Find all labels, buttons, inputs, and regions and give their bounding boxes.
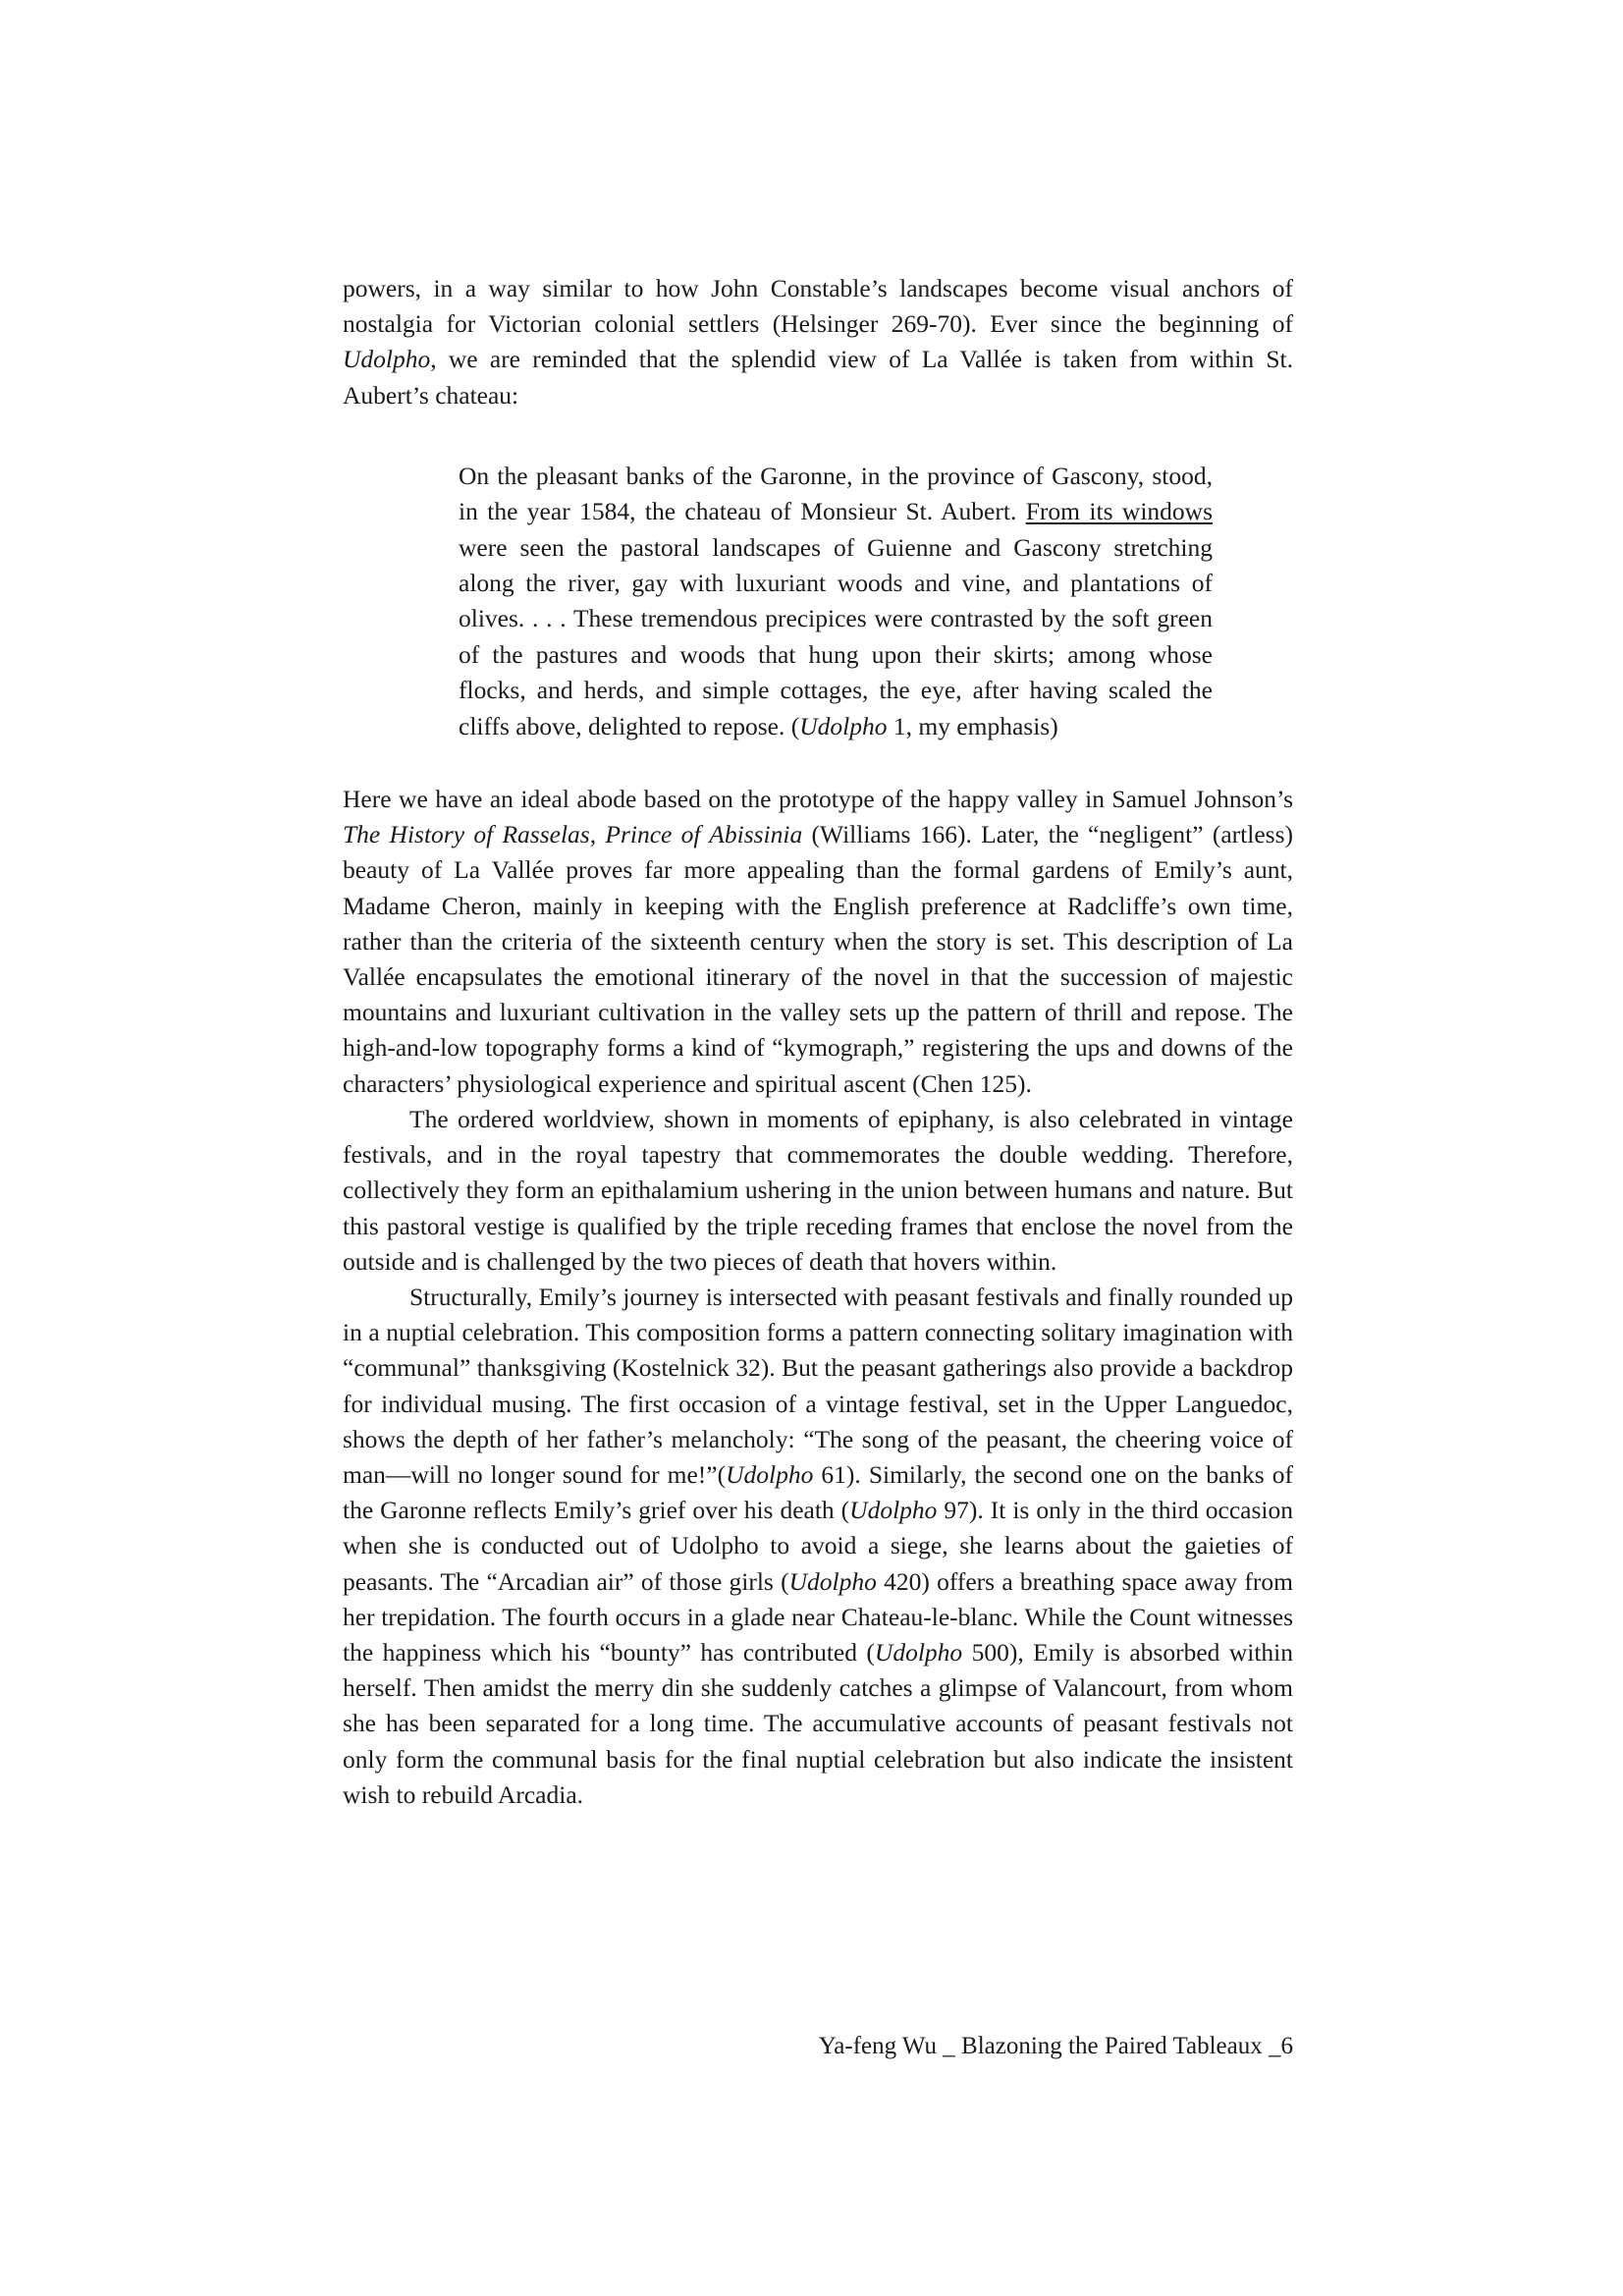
block-quote (459, 459, 1213, 744)
paragraph-2 (343, 1102, 1293, 1280)
paragraph-3-text-5: 500), Emily is absorbed within herself. Then amidst the merry din she suddenly catches a glimpse of Valancourt, from whom she has been separated for a long time. The accumulative accounts of peasant festivals not only form the communal basis for the final nuptial celebration but also indicate the insistent wish to rebuild Arcadia. (343, 1637, 1293, 1809)
quote-text-2: were seen the pastoral landscapes of Guienne and Gascony stretching along the river, gay with luxuriant woods and vine, and plantations of olives. . . . These tremendous precipices were contrasted by the soft green of the pastures and woods that hung upon their skirts; among whose flocks, and herds, and simple cottages, the eye, after having scaled the cliffs above, delighted to repose. ( (459, 532, 1213, 740)
paragraph-3-text-4: 420) offers a breathing space away from her trepidation. The fourth occurs in a glade near Chateau-le-blanc. While the Count witnesses the happiness which his “bounty” has contributed ( (343, 1566, 1293, 1667)
paragraph-3-text-3: 97). It is only in the third occasion when she is conducted out of Udolpho to avoid a siege, she learns about the gaieties of peasants. The “Arcadian air” of those girls ( (343, 1496, 1293, 1596)
rasselas-title: The History of Rasselas, Prince of Abissinia (343, 820, 803, 849)
page-footer: Ya-feng Wu _ Blazoning the Paired Tableaux _6 (818, 2033, 1293, 2059)
paragraph-1-text-2: (Williams 166). Later, the “negligent” (artless) beauty of La Vallée proves far more appealing than the formal gardens of Emily’s aunt, Madame Cheron, mainly in keeping with the English preference at Radcliffe’s own time, rather than the criteria of the sixteenth century when the story is set. This description of La Vallée encapsulates the emotional itinerary of the novel in that the succession of majestic mountains and luxuriant cultivation in the valley sets up the pattern of thrill and repose. The high-and-low topography forms a kind of “kymograph,” registering the ups and downs of the characters’ physiological experience and spiritual ascent (Chen 125). (343, 820, 1293, 1098)
udolpho-title: Udolpho (799, 711, 888, 740)
udolpho-title: Udolpho (343, 345, 431, 374)
paragraph-3 (343, 1280, 1293, 1813)
page-body (343, 271, 1293, 1813)
paragraph-1 (343, 782, 1293, 1102)
udolpho-title: Udolpho (726, 1459, 814, 1489)
intro-text-2: , we are reminded that the splendid view of La Vallée is taken from within St. Aubert’s chateau: (343, 345, 1293, 410)
udolpho-title: Udolpho (788, 1566, 877, 1596)
quote-underlined-emphasis: From its windows (1025, 497, 1213, 526)
quote-text-1: On the pleasant banks of the Garonne, in the province of Gascony, stood, in the year 1584, the chateau of Monsieur St. Aubert. (459, 461, 1213, 526)
paragraph-3-text-2: 61). Similarly, the second one on the banks of the Garonne reflects Emily’s grief over his death ( (343, 1459, 1294, 1525)
paragraph-3-text-1: Structurally, Emily’s journey is intersected with peasant festivals and finally rounded up in a nuptial celebration. This composition forms a pattern connecting solitary imagination with “communal” thanksgiving (Kostelnick 32). But the peasant gatherings also provide a backdrop for individual musing. The first occasion of a vintage festival, set in the Upper Languedoc, shows the depth of her father’s melancholy: “The song of the peasant, the cheering voice of man—will no longer sound for me!”( (343, 1282, 1293, 1489)
paragraph-2-text: The ordered worldview, shown in moments of epiphany, is also celebrated in vintage festivals, and in the royal tapestry that commemorates the double wedding. Therefore, collectively they form an epithalamium ushering in the union between humans and nature. But this pastoral vestige is qualified by the triple receding frames that enclose the novel from the outside and is challenged by the two pieces of death that hovers within. (343, 1104, 1293, 1276)
quote-citation: 1, my emphasis) (887, 711, 1058, 740)
paragraph-1-text-1: Here we have an ideal abode based on the prototype of the happy valley in Samuel Johnson’s (343, 785, 1293, 814)
intro-text-1: powers, in a way similar to how John Constable’s landscapes become visual anchors of nostalgia for Victorian colonial settlers (Helsinger 269-70). Ever since the beginning of (343, 274, 1293, 339)
udolpho-title: Udolpho (849, 1496, 938, 1525)
udolpho-title: Udolpho (874, 1637, 963, 1667)
intro-paragraph (343, 271, 1293, 413)
